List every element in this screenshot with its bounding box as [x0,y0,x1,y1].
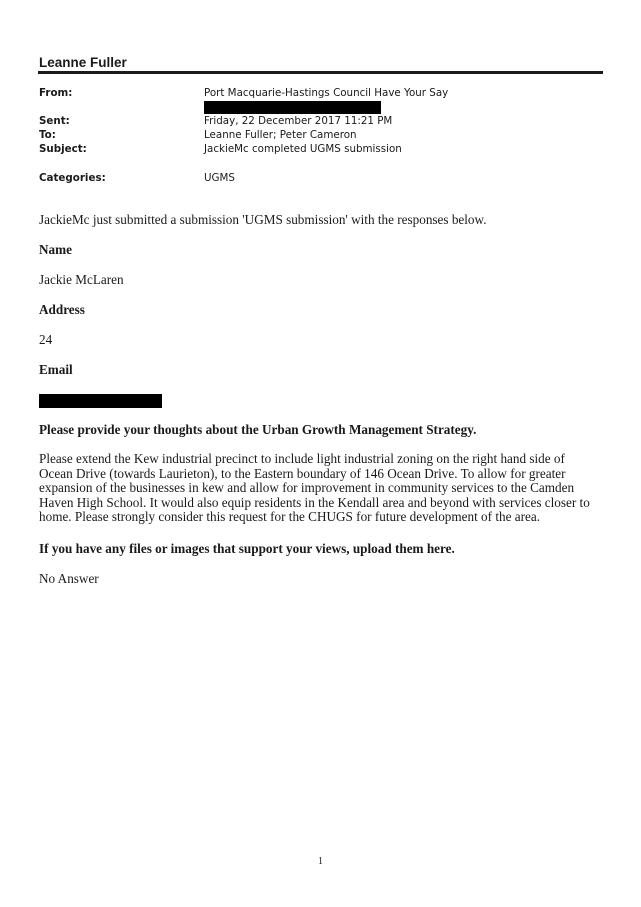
page-number: 1 [318,856,323,867]
files-answer: No Answer [39,571,99,586]
sent-value: Friday, 22 December 2017 11:21 PM [204,115,393,127]
redacted-email-value [39,394,162,408]
files-question: If you have any files or images that support your views, upload them here. [39,541,455,556]
categories-value: UGMS [204,172,235,184]
name-heading: Name [39,242,72,257]
intro-text: JackieMc just submitted a submission 'UGMS submission' with the responses below. [39,212,487,227]
name-value: Jackie McLaren [39,272,124,287]
to-label: To: [39,129,56,141]
from-value: Port Macquarie-Hastings Council Have Your Say [204,87,449,99]
redacted-from-email [204,101,381,114]
header-divider [38,71,603,74]
categories-label: Categories: [39,172,106,184]
sender-name: Leanne Fuller [39,55,127,70]
address-value: 24 [39,332,53,347]
to-value: Leanne Fuller; Peter Cameron [204,129,357,141]
from-label: From: [39,87,73,99]
email-heading: Email [39,362,73,377]
subject-label: Subject: [39,143,87,155]
thoughts-question: Please provide your thoughts about the Urban Growth Management Strategy. [39,422,477,437]
thoughts-answer: Please extend the Kew industrial precinct to include light industrial zoning on the right hand side of Ocean Drive (towards Laurieton), to the Eastern boundary of 146 Ocean Drive. To allow for greater expansion of the businesses in kew and allow for improvement in community services to the Camden Haven High School. It would also equip residents in the Kendall area and beyond with services closer to home. Please strongly consider this request for the CHUGS for future development of the area. [39,451,590,524]
subject-value: JackieMc completed UGMS submission [204,143,402,155]
sent-label: Sent: [39,115,70,127]
address-heading: Address [39,302,85,317]
